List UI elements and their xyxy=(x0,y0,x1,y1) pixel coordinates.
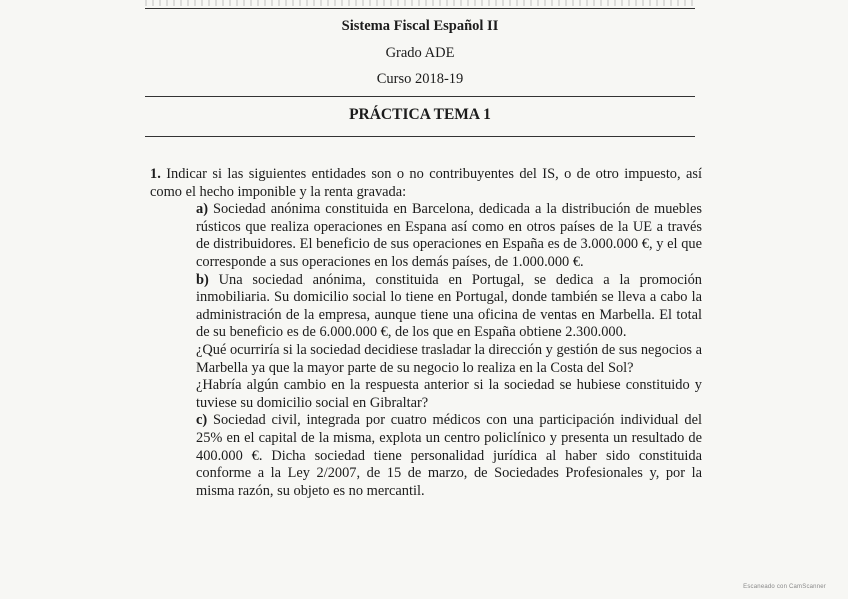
question-1-intro xyxy=(150,166,702,201)
item-b-question-2 xyxy=(196,377,702,412)
item-c xyxy=(196,412,702,500)
degree-name: Grado ADE xyxy=(385,45,455,61)
academic-year: Curso 2018-19 xyxy=(376,71,464,87)
item-b-question-1-text: ¿Qué ocurriría si la sociedad decidiese trasladar la dirección y gestión de sus negocios a Marbella ya que la mayor parte de su negocio lo realiza en la Costa del Sol? xyxy=(196,341,702,376)
question-1 xyxy=(150,166,702,500)
header-top-rule xyxy=(145,8,695,9)
header-divider-rule xyxy=(145,96,695,97)
scan-top-edge xyxy=(145,0,695,6)
question-intro-text: Indicar si las siguientes entidades son o no contribuyentes del IS, o de otro impuesto, así como el hecho imponible y la renta gravada: xyxy=(150,166,702,200)
item-b-text: Una sociedad anónima, constituida en Portugal, se dedica a la promoción inmobiliaria. Su domicilio social lo tiene en Portugal, donde también se lleva a cabo la administración de la empresa, aunque tiene una oficina de ventas en Marbella. El total de su beneficio es de 6.000.000 €, de los que en España obtiene 2.300.000. xyxy=(196,271,702,341)
practice-title: PRÁCTICA TEMA 1 xyxy=(349,106,491,123)
item-a xyxy=(196,201,702,271)
question-number: 1. xyxy=(150,166,161,182)
item-b-label: b) xyxy=(196,271,209,288)
item-b-question-1 xyxy=(196,342,702,377)
item-a-label: a) xyxy=(196,201,208,218)
scanner-watermark: Escaneado con CamScanner xyxy=(743,584,826,590)
item-c-text: Sociedad civil, integrada por cuatro médicos con una participación individual del 25% en el capital de la misma, explota un centro policlínico y presenta un resultado de 400.000 €. Dicha sociedad tiene personalidad jurídica al haber sido constituida conforme a la Ley 2/2007, de 15 de marzo, de Sociedades Profesionales y, por la misma razón, su objeto es no mercantil. xyxy=(196,412,702,499)
item-b-question-2-text: ¿Habría algún cambio en la respuesta anterior si la sociedad se hubiese constituido y tuviese su domicilio social en Gibraltar? xyxy=(196,377,702,411)
item-c-label: c) xyxy=(196,412,208,429)
title-bottom-rule xyxy=(145,136,695,137)
item-b xyxy=(196,272,702,342)
item-a-text: Sociedad anónima constituida en Barcelona, dedicada a la distribución de muebles rústicos que realiza operaciones en Espana así como en otros países de la UE a través de distribuidores. El beneficio de sus operaciones en España es de 3.000.000 €, y el que corresponde a sus operaciones en los demás países, de 1.000.000 €. xyxy=(196,201,702,270)
course-name: Sistema Fiscal Español II xyxy=(341,18,499,34)
